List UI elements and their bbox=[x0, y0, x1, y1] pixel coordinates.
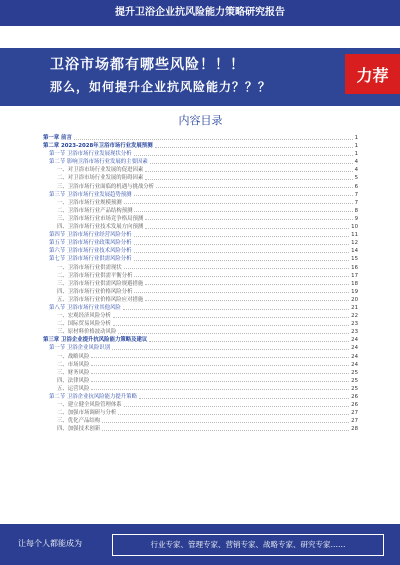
toc-leader-dots bbox=[91, 357, 349, 358]
toc-entry[interactable] bbox=[43, 320, 358, 328]
toc-entry-title: 三、优化产品结构 bbox=[57, 418, 101, 425]
toc-entry-page: 21 bbox=[351, 304, 358, 311]
toc-entry-page: 24 bbox=[351, 337, 358, 344]
toc-entry-page: 18 bbox=[351, 280, 358, 287]
toc-entry-page: 23 bbox=[351, 329, 358, 336]
toc-entry-title: 一、卫浴市场行业规模预测 bbox=[57, 199, 122, 206]
toc-entry-title: 第一节 卫浴市场行业发展现状分析 bbox=[49, 151, 132, 158]
toc-entry-title: 二、卫浴市场行业产品结构预测 bbox=[57, 207, 133, 214]
toc-entry-title: 第三节 卫浴市场行业发展趋势预测 bbox=[49, 191, 132, 198]
banner-headline: 卫浴市场都有哪些风险！！！ bbox=[50, 57, 245, 73]
toc-entry-page: 10 bbox=[351, 224, 358, 231]
toc-entry[interactable] bbox=[43, 377, 358, 385]
toc-entry-title: 四、卫浴市场行业技术发展方向预测 bbox=[57, 224, 144, 231]
toc-entry-page: 24 bbox=[351, 353, 358, 360]
toc-leader-dots bbox=[145, 300, 349, 301]
toc-entry-title: 五、卫浴市场行业价格风险应对措施 bbox=[57, 296, 144, 303]
toc-entry-page: 16 bbox=[351, 264, 358, 271]
report-title-bar: 提升卫浴企业抗风险能力策略研究报告 bbox=[0, 0, 400, 26]
toc-entry-title: 二、卫浴市场行业供需平衡分析 bbox=[57, 272, 133, 279]
toc-entry-page: 17 bbox=[351, 272, 358, 279]
toc-leader-dots bbox=[124, 203, 353, 204]
toc-entry[interactable] bbox=[43, 150, 358, 158]
footer-slogan: 让每个人都能成为 bbox=[18, 539, 82, 548]
toc-leader-dots bbox=[118, 333, 349, 334]
toc-entry-page: 7 bbox=[354, 199, 358, 206]
toc-entry-page: 4 bbox=[354, 159, 358, 166]
toc-entry-page: 25 bbox=[351, 369, 358, 376]
toc-leader-dots bbox=[145, 219, 352, 220]
toc-entry[interactable] bbox=[43, 191, 358, 199]
toc-entry-title: 第一节 卫浴企业风险识别 bbox=[49, 345, 111, 352]
toc-entry-page: 4 bbox=[354, 167, 358, 174]
toc-entry[interactable] bbox=[43, 166, 358, 174]
toc-entry-title: 第二章 2023-2028年卫浴市场行业发展预测 bbox=[43, 143, 153, 150]
toc-entry-title: 二、对卫浴市场行业发展的阻碍因素 bbox=[57, 175, 144, 182]
toc-entry-title: 一、建立健全风险管理体系 bbox=[57, 402, 122, 409]
toc-entry-title: 第一章 前言 bbox=[43, 135, 72, 141]
toc-leader-dots bbox=[134, 252, 350, 253]
toc-leader-dots bbox=[91, 389, 349, 390]
toc-entry[interactable] bbox=[43, 304, 358, 312]
toc-entry-page: 25 bbox=[351, 377, 358, 384]
toc-leader-dots bbox=[145, 228, 349, 229]
toc-leader-dots bbox=[134, 276, 349, 277]
toc-entry-title: 四、卫浴市场行业价格风险分析 bbox=[57, 288, 133, 295]
toc-entry[interactable] bbox=[43, 183, 358, 191]
toc-entry[interactable] bbox=[43, 174, 358, 182]
toc-entry-page: 11 bbox=[351, 232, 358, 239]
toc-leader-dots bbox=[112, 349, 349, 350]
toc-entry[interactable] bbox=[43, 353, 358, 361]
toc-entry-page: 20 bbox=[351, 296, 358, 303]
toc-entry[interactable] bbox=[43, 272, 358, 280]
toc-entry-page: 7 bbox=[354, 191, 358, 198]
toc-leader-dots bbox=[74, 139, 353, 140]
toc-leader-dots bbox=[123, 309, 349, 310]
toc-entry[interactable] bbox=[43, 142, 358, 150]
toc-leader-dots bbox=[113, 317, 349, 318]
toc-leader-dots bbox=[124, 268, 349, 269]
toc-entry-title: 五、运营风险 bbox=[57, 385, 90, 392]
toc-entry[interactable] bbox=[43, 231, 358, 239]
toc-entry-page: 9 bbox=[354, 215, 358, 222]
toc-entry[interactable] bbox=[43, 264, 358, 272]
toc-leader-dots bbox=[145, 171, 352, 172]
toc-leader-dots bbox=[150, 163, 353, 164]
toc-leader-dots bbox=[91, 381, 349, 382]
toc-leader-dots bbox=[156, 187, 353, 188]
toc-entry-page: 14 bbox=[351, 248, 358, 255]
toc-entry-title: 四、法律风险 bbox=[57, 377, 90, 384]
toc-entry[interactable] bbox=[43, 361, 358, 369]
toc-entry-title: 第二节 影响卫浴市场行业发展的主要因素 bbox=[49, 159, 148, 166]
toc-entry-page: 27 bbox=[351, 418, 358, 425]
toc-leader-dots bbox=[134, 292, 349, 293]
toc-entry[interactable] bbox=[43, 247, 358, 255]
toc-entry-title: 三、卫浴市场行业供需风险规避措施 bbox=[57, 280, 144, 287]
toc-title: 内容目录 bbox=[178, 114, 223, 127]
toc-entry-page: 26 bbox=[351, 394, 358, 400]
toc-leader-dots bbox=[145, 284, 349, 285]
toc-entry[interactable] bbox=[43, 409, 358, 417]
toc-entry-page: 26 bbox=[351, 402, 358, 409]
toc-entry-title: 三、原材料价格波动风险 bbox=[57, 329, 117, 336]
toc-entry-page: 22 bbox=[351, 313, 358, 320]
toc-leader-dots bbox=[102, 430, 349, 431]
toc-entry-page: 1 bbox=[354, 143, 358, 150]
toc-leader-dots bbox=[134, 236, 350, 237]
toc-entry-page: 1 bbox=[354, 151, 358, 158]
toc-entry[interactable] bbox=[43, 344, 358, 352]
toc-entry-page: 15 bbox=[351, 256, 358, 263]
toc-entry-page: 1 bbox=[354, 135, 358, 141]
toc-leader-dots bbox=[134, 195, 353, 196]
toc-entry-title: 三、财务风险 bbox=[57, 369, 90, 376]
toc-entry-page: 24 bbox=[351, 361, 358, 368]
toc-entry[interactable] bbox=[43, 199, 358, 207]
toc-entry[interactable] bbox=[43, 223, 358, 231]
toc-entry-page: 12 bbox=[351, 240, 358, 247]
toc-entry-page: 23 bbox=[351, 321, 358, 328]
toc-entry-title: 二、市场风险 bbox=[57, 361, 90, 368]
toc-leader-dots bbox=[91, 373, 349, 374]
toc-entry[interactable] bbox=[43, 401, 358, 409]
toc-entry-title: 二、国际贸易风险分析 bbox=[57, 321, 111, 328]
toc-entry-title: 一、宏观经济风险分析 bbox=[57, 313, 111, 320]
toc-entry[interactable] bbox=[43, 393, 358, 401]
toc-entry[interactable] bbox=[43, 215, 358, 223]
toc-entry-title: 四、加强技术创新 bbox=[57, 426, 101, 433]
toc-leader-dots bbox=[91, 365, 349, 366]
toc-entry-title: 三、卫浴市场行业市场竞争格局预测 bbox=[57, 215, 144, 222]
toc-entry-page: 5 bbox=[354, 175, 358, 182]
toc-entry[interactable] bbox=[43, 158, 358, 166]
table-of-contents bbox=[43, 112, 358, 522]
toc-entry[interactable] bbox=[43, 328, 358, 336]
toc-entry-title: 第二节 卫浴企业抗风险能力提升策略 bbox=[49, 394, 137, 400]
toc-entry[interactable] bbox=[43, 207, 358, 215]
toc-entry-title: 第四节 卫浴市场行业经营风险分析 bbox=[49, 232, 132, 239]
toc-list bbox=[43, 134, 358, 433]
toc-leader-dots bbox=[139, 398, 349, 399]
toc-entry[interactable] bbox=[43, 280, 358, 288]
toc-leader-dots bbox=[155, 147, 353, 148]
toc-entry-page: 28 bbox=[351, 426, 358, 433]
toc-leader-dots bbox=[134, 244, 350, 245]
toc-entry[interactable] bbox=[43, 425, 358, 433]
banner-subheadline: 那么，如何提升企业抗风险能力？？？ bbox=[50, 80, 272, 94]
toc-entry[interactable] bbox=[43, 134, 358, 142]
toc-leader-dots bbox=[145, 179, 352, 180]
toc-entry[interactable] bbox=[43, 369, 358, 377]
toc-leader-dots bbox=[134, 211, 352, 212]
toc-entry-title: 第八节 卫浴市场行业其他风险 bbox=[49, 304, 121, 311]
toc-entry-page: 8 bbox=[354, 207, 358, 214]
toc-entry-title: 三、卫浴市场行业面临的机遇与挑战分析 bbox=[57, 183, 155, 190]
footer-expert-list: 行业专家、管理专家、营销专家、战略专家、研究专家…… bbox=[112, 534, 384, 556]
toc-leader-dots bbox=[113, 325, 349, 326]
toc-entry-page: 6 bbox=[354, 183, 358, 190]
toc-entry[interactable] bbox=[43, 312, 358, 320]
footer-bar bbox=[0, 524, 400, 565]
toc-entry[interactable] bbox=[43, 296, 358, 304]
toc-entry[interactable] bbox=[43, 417, 358, 425]
toc-leader-dots bbox=[124, 406, 349, 407]
toc-entry-title: 二、加强市场调研与分析 bbox=[57, 410, 117, 417]
toc-entry-title: 一、卫浴市场行业供需现状 bbox=[57, 264, 122, 271]
toc-entry-title: 一、战略风险 bbox=[57, 353, 90, 360]
toc-entry-title: 第六节 卫浴市场行业技术风险分析 bbox=[49, 248, 132, 255]
recommend-badge: 力荐 bbox=[345, 54, 400, 94]
toc-leader-dots bbox=[149, 341, 349, 342]
toc-leader-dots bbox=[134, 155, 353, 156]
toc-entry[interactable] bbox=[43, 385, 358, 393]
toc-entry[interactable] bbox=[43, 288, 358, 296]
toc-entry-title: 第七节 卫浴市场行业供需风险分析 bbox=[49, 256, 132, 263]
toc-entry-page: 25 bbox=[351, 385, 358, 392]
toc-entry-title: 一、对卫浴市场行业发展的促进因素 bbox=[57, 167, 144, 174]
toc-entry-title: 第五节 卫浴市场行业政策风险分析 bbox=[49, 240, 132, 247]
toc-entry[interactable] bbox=[43, 336, 358, 344]
toc-leader-dots bbox=[102, 422, 349, 423]
toc-entry[interactable] bbox=[43, 255, 358, 263]
toc-leader-dots bbox=[134, 260, 350, 261]
toc-entry-page: 19 bbox=[351, 288, 358, 295]
toc-leader-dots bbox=[118, 414, 349, 415]
toc-entry-title: 第三章 卫浴企业提升抗风险能力策略及建议 bbox=[43, 337, 148, 344]
toc-entry[interactable] bbox=[43, 239, 358, 247]
toc-entry-page: 27 bbox=[351, 410, 358, 417]
toc-entry-page: 24 bbox=[351, 345, 358, 352]
promo-banner bbox=[0, 48, 400, 106]
